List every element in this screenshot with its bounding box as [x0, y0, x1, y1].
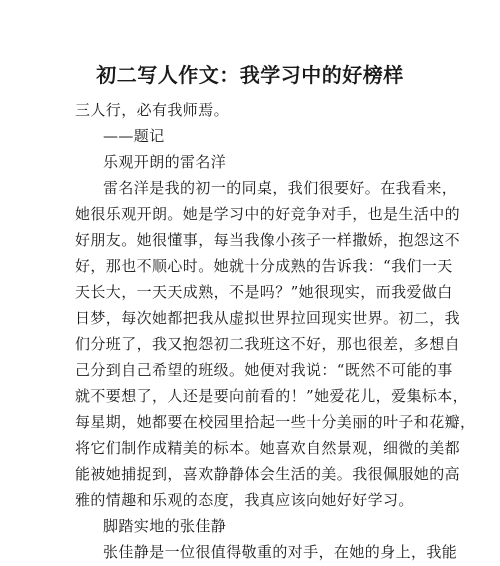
paragraph-line: 雷名洋是我的初一的同桌，我们很要好。在我看来， [103, 179, 458, 197]
paragraph-line: 己分到自己希望的班级。她便对我说：“既然不可能的事 [75, 361, 453, 379]
epigraph-line: 三人行，必有我师焉。 [75, 101, 230, 119]
document-title: 初二写人作文：我学习中的好榜样 [96, 63, 404, 87]
paragraph-line: 好，那也不顺心时。她就十分成熟的告诉我：“我们一天 [75, 257, 453, 275]
paragraph-line: 她很乐观开朗。她是学习中的好竞争对手，也是生活中的 [75, 205, 461, 223]
paragraph-line: 日梦，每次她都把我从虚拟世界拉回现实世界。初二，我 [75, 309, 461, 327]
paragraph-line: 雅的情趣和乐观的态度，我真应该向她好好学习。 [75, 491, 414, 509]
epigraph-attribution: ——题记 [103, 127, 165, 145]
paragraph-line: 每星期，她都要在校园里拾起一些十分美丽的叶子和花瓣， [75, 413, 476, 431]
paragraph-line: 们分班了，我又抱怨初二我班这不好，那也很差，多想自 [75, 335, 461, 353]
paragraph-line: 将它们制作成精美的标本。她喜欢自然景观，细微的美都 [75, 439, 461, 457]
paragraph-line: 能被她捕捉到，喜欢静静体会生活的美。我很佩服她的高 [75, 465, 461, 483]
paragraph-line: 好朋友。她很懂事，每当我像小孩子一样撒娇，抱怨这不 [75, 231, 461, 249]
paragraph-line: 就不要想了，人还是要向前看的！”她爱花儿，爱集标本， [75, 387, 469, 405]
paragraph-line: 天长大，一天天成熟，不是吗？”她很现实，而我爱做白 [75, 283, 453, 301]
section-heading-1: 乐观开朗的雷名洋 [103, 153, 227, 171]
paragraph-line: 张佳静是一位很值得敬重的对手，在她的身上，我能 [103, 543, 458, 561]
section-heading-2: 脚踏实地的张佳静 [103, 517, 227, 535]
